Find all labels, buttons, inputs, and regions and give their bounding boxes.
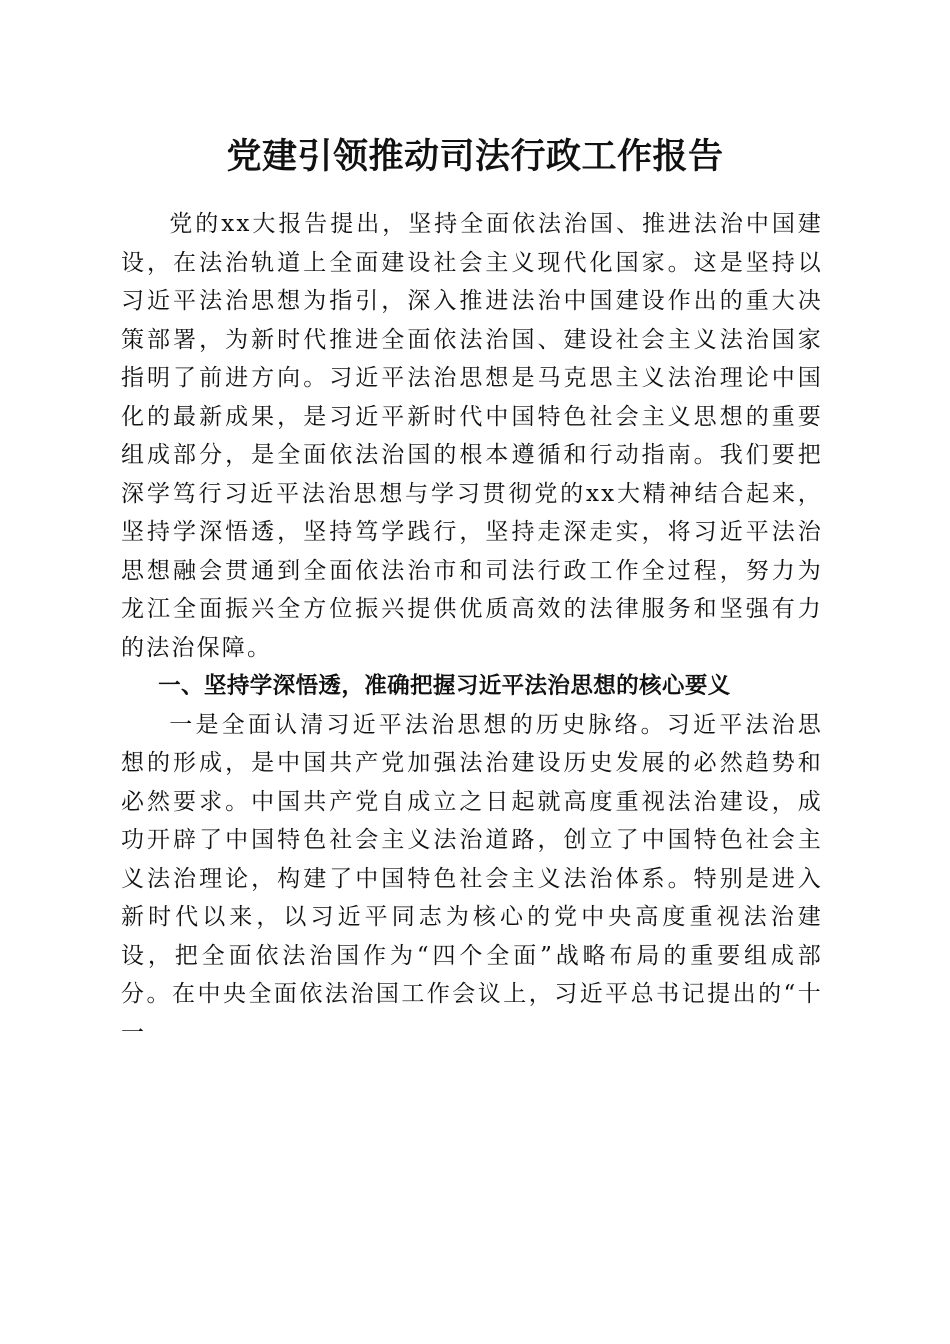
section-1-paragraph <box>121 706 823 1053</box>
section-heading-1: 一、坚持学深悟透，准确把握习近平法治思想的核心要义 <box>158 673 731 699</box>
intro-paragraph: 党的xx大报告提出，坚持全面依法治国、推进法治中国建设，在法治轨道上全面建设社会主义现代化国家。这是坚持以习近平法治思想为指引，深入推进法治中国建设作出的重大决策部署，为新时代推进全面依法治国、建设社会主义法治国家指明了前进方向。习近平法治思想是马克思主义法治理论中国化的最新成果，是习近平新时代中国特色社会主义思想的重要组成部分，是全面依法治国的根本遵循和行动指南。我们要把深学笃行习近平法治思想与学习贯彻党的xx大精神结合起来，坚持学深悟透，坚持笃学践行，坚持走深走实，将习近平法治思想融会贯通到全面依法治市和司法行政工作全过程，努力为龙江全面振兴全方位振兴提供优质高效的法律服务和坚强有力的法治保障。 <box>121 211 823 661</box>
section-1-text: 习近平法治思想的形成，是中国共产党加强法治建设历史发展的必然趋势和必然要求。中国共产党自成立之日起就高度重视法治建设，成功开辟了中国特色社会主义法治道路，创立了中国特色社会主义法治理论，构建了中国特色社会主义法治体系。特别是进入新时代以来，以习近平同志为核心的党中央高度重视法治建设，把全面依法治国作为“四个全面”战略布局的重要组成部分。在中央全面依法治国工作会议上，习近平总书记提出的“十一 <box>121 711 823 1046</box>
document-title: 党建引领推动司法行政工作报告 <box>226 137 724 177</box>
document-body <box>121 205 823 1052</box>
section-1-lead-sentence: 一是全面认清习近平法治思想的历史脉络。 <box>169 711 667 738</box>
